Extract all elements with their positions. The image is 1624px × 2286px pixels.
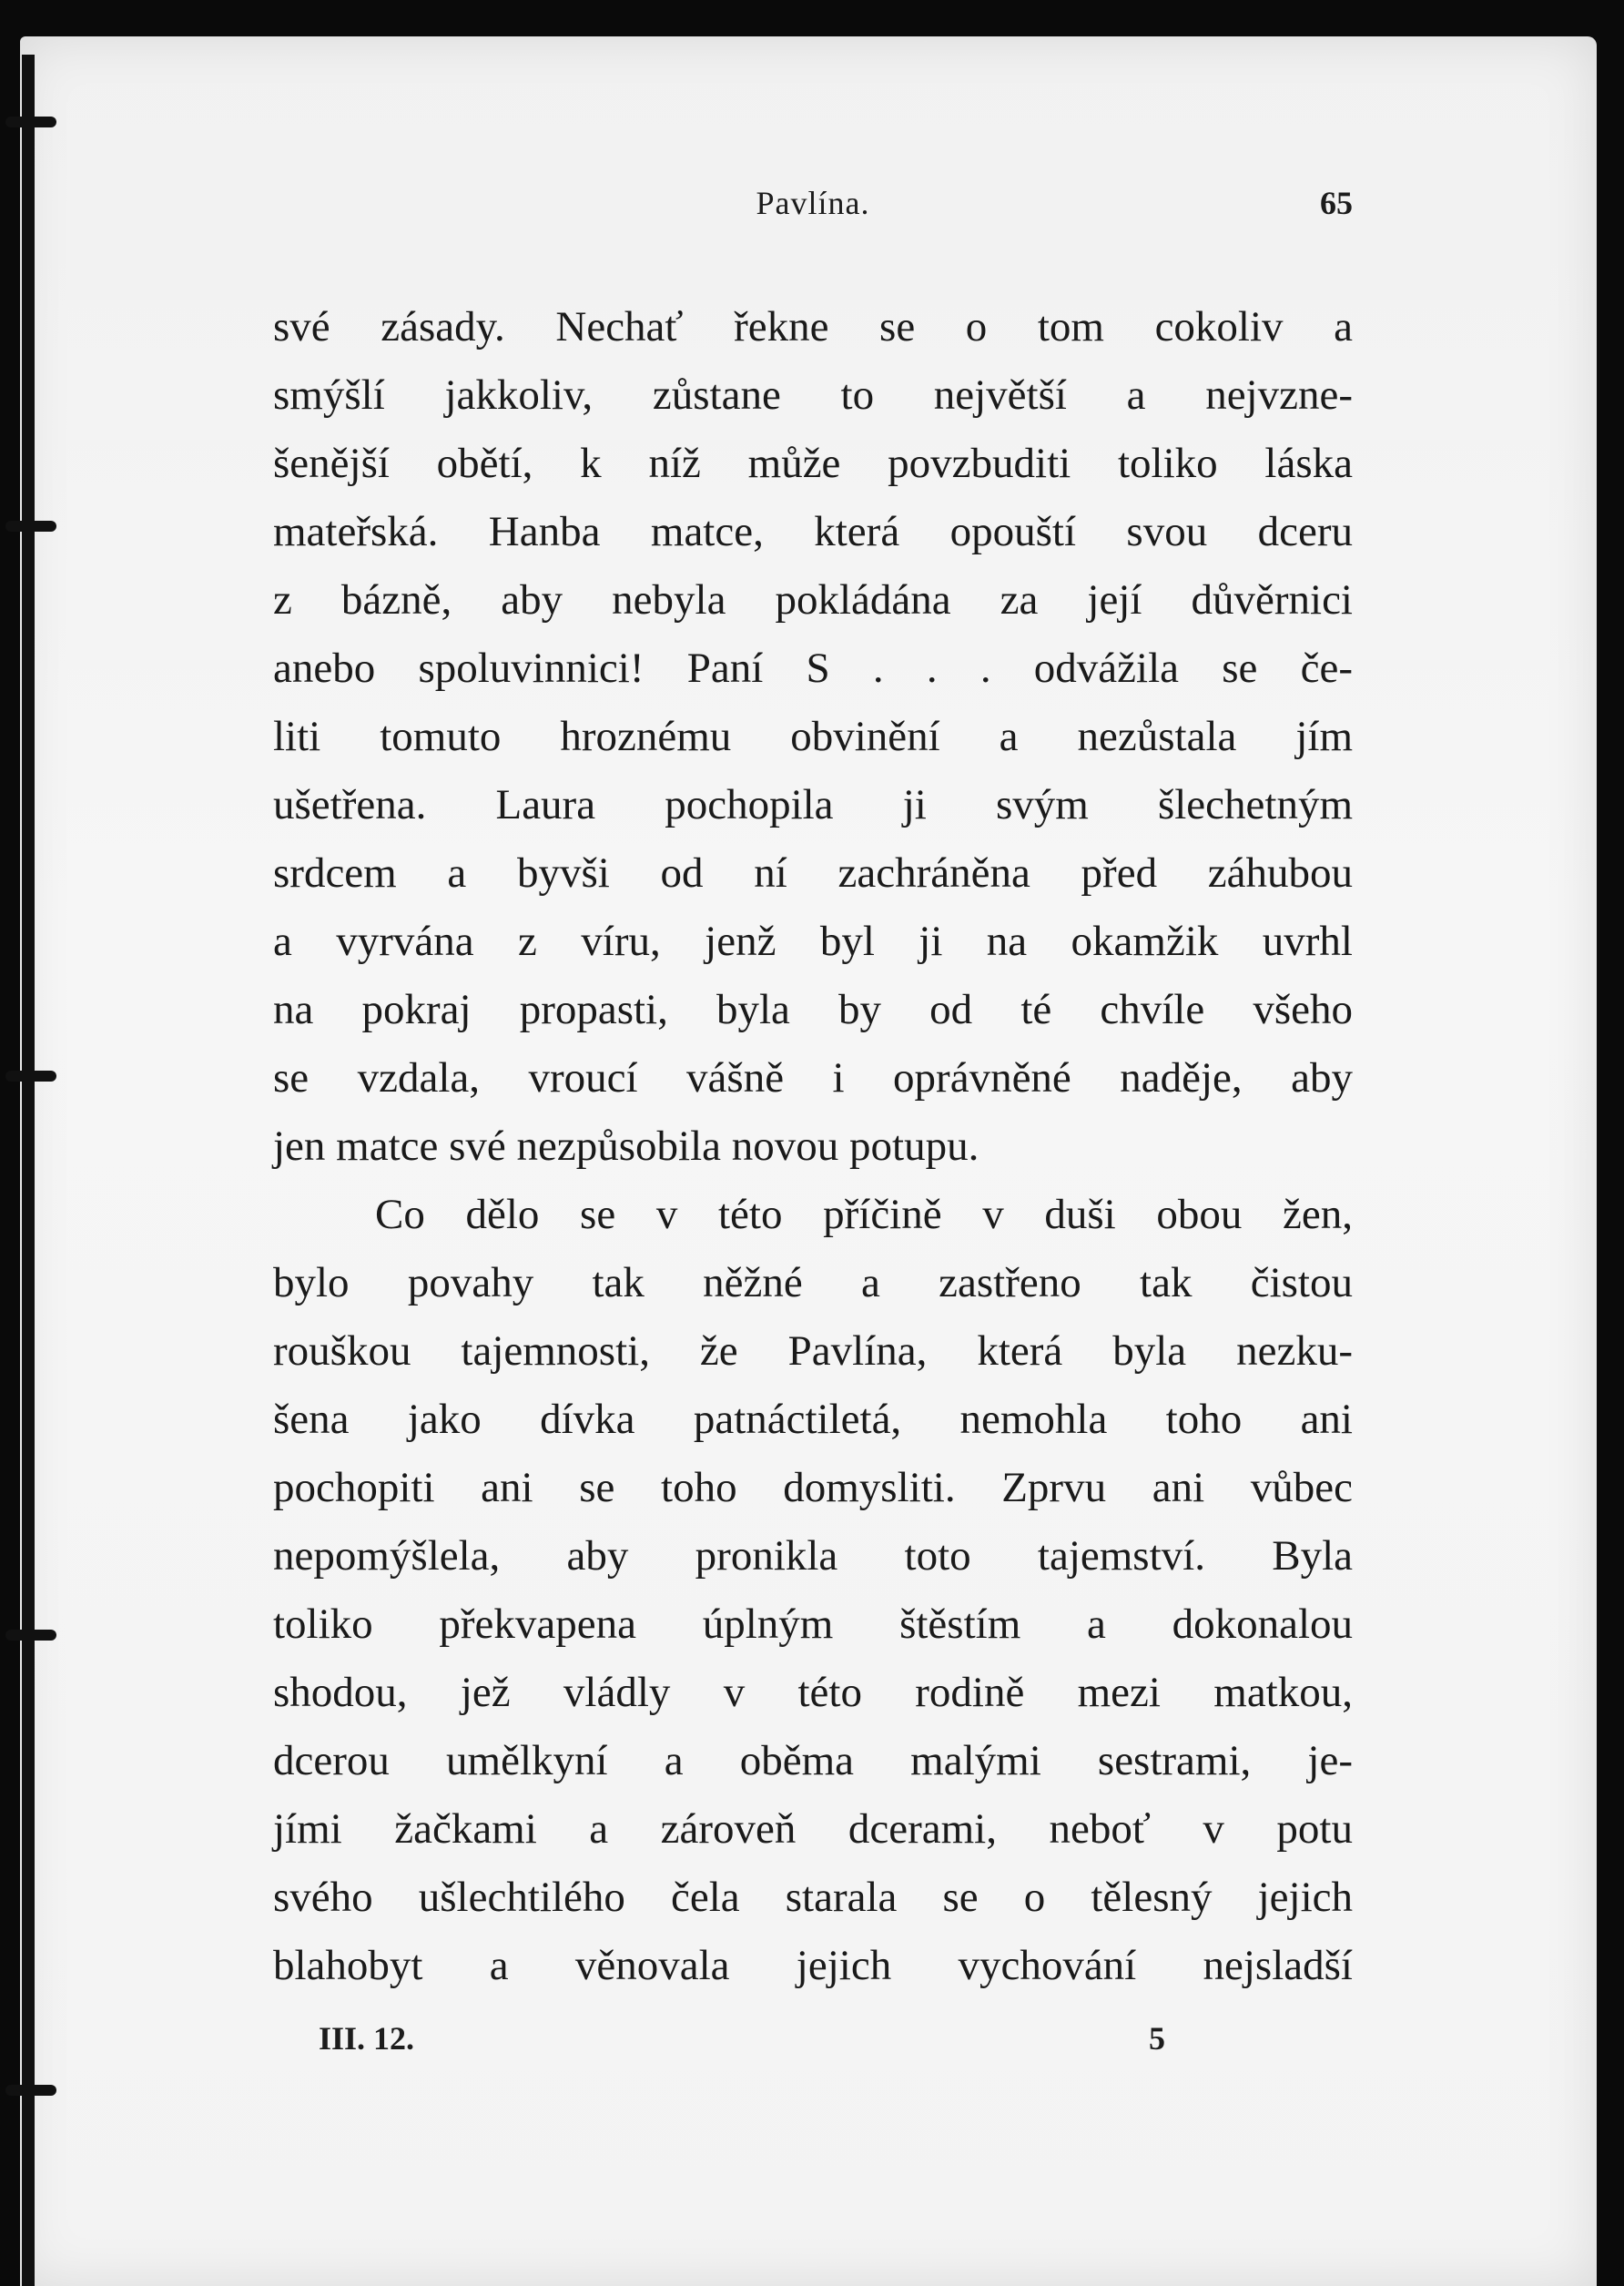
text-line: svého ušlechtilého čela starala se o tělesný jejich <box>273 1874 1353 1921</box>
running-title: Pavlína. <box>756 185 870 221</box>
text-line: liti tomuto hroznému obvinění a nezůstala jím <box>273 713 1353 760</box>
text-line: anebo spoluvinnici! Paní S . . . odvážila se če- <box>273 645 1353 692</box>
body-text <box>273 293 1353 2000</box>
binding-stitch <box>5 1630 56 1641</box>
binding-stitch <box>5 521 56 532</box>
paragraph <box>273 293 1353 1181</box>
binding-stitch <box>5 2085 56 2096</box>
binding-stitch <box>5 1071 56 1082</box>
text-line: smýšlí jakkoliv, zůstane to největší a nejvzne- <box>273 371 1353 419</box>
text-line: dcerou umělkyní a oběma malými sestrami, je- <box>273 1737 1353 1784</box>
sheet-number: 5 <box>1149 2020 1165 2057</box>
text-line: bylo povahy tak něžné a zastřeno tak čistou <box>273 1259 1353 1306</box>
text-line: na pokraj propasti, byla by od té chvíle všeho <box>273 986 1353 1033</box>
binding-edge <box>22 55 35 2286</box>
text-line: Co dělo se v této příčině v duši obou žen, <box>375 1191 1353 1238</box>
text-line: nepomýšlela, aby pronikla toto tajemství. Byla <box>273 1532 1353 1580</box>
text-line: toliko překvapena úplným štěstím a dokonalou <box>273 1600 1353 1648</box>
text-line: mateřská. Hanba matce, která opouští svou dceru <box>273 508 1353 555</box>
text-line: šenější obětí, k níž může povzbuditi toliko láska <box>273 440 1353 487</box>
binding-stitch <box>5 117 56 127</box>
text-line: rouškou tajemnosti, že Pavlína, která byla nezku- <box>273 1327 1353 1375</box>
text-line: z bázně, aby nebyla pokládána za její důvěrnici <box>273 576 1353 624</box>
text-line: jen matce své nezpůsobila novou potupu. <box>273 1123 979 1170</box>
text-line: šena jako dívka patnáctiletá, nemohla toho ani <box>273 1396 1353 1443</box>
text-line: ušetřena. Laura pochopila ji svým šlechetným <box>273 781 1353 828</box>
text-line: srdcem a byvši od ní zachráněna před záhubou <box>273 849 1353 897</box>
page-header <box>273 184 1353 229</box>
text-line: své zásady. Nechať řekne se o tom cokoliv a <box>273 303 1353 351</box>
text-line: shodou, jež vládly v této rodině mezi matkou, <box>273 1669 1353 1716</box>
page-footer <box>319 2019 1165 2065</box>
text-line: a vyrvána z víru, jenž byl ji na okamžik uvrhl <box>273 918 1353 965</box>
text-line: pochopiti ani se toho domysliti. Zprvu ani vůbec <box>273 1464 1353 1511</box>
text-line: jími žačkami a zároveň dcerami, neboť v potu <box>273 1805 1353 1853</box>
signature-mark: III. 12. <box>319 2020 415 2057</box>
paragraph <box>273 1181 1353 2000</box>
text-line: blahobyt a věnovala jejich vychování nejsladší <box>273 1942 1353 1989</box>
page-number: 65 <box>1320 185 1353 221</box>
text-line: se vzdala, vroucí vášně i oprávněné naděje, aby <box>273 1054 1353 1102</box>
